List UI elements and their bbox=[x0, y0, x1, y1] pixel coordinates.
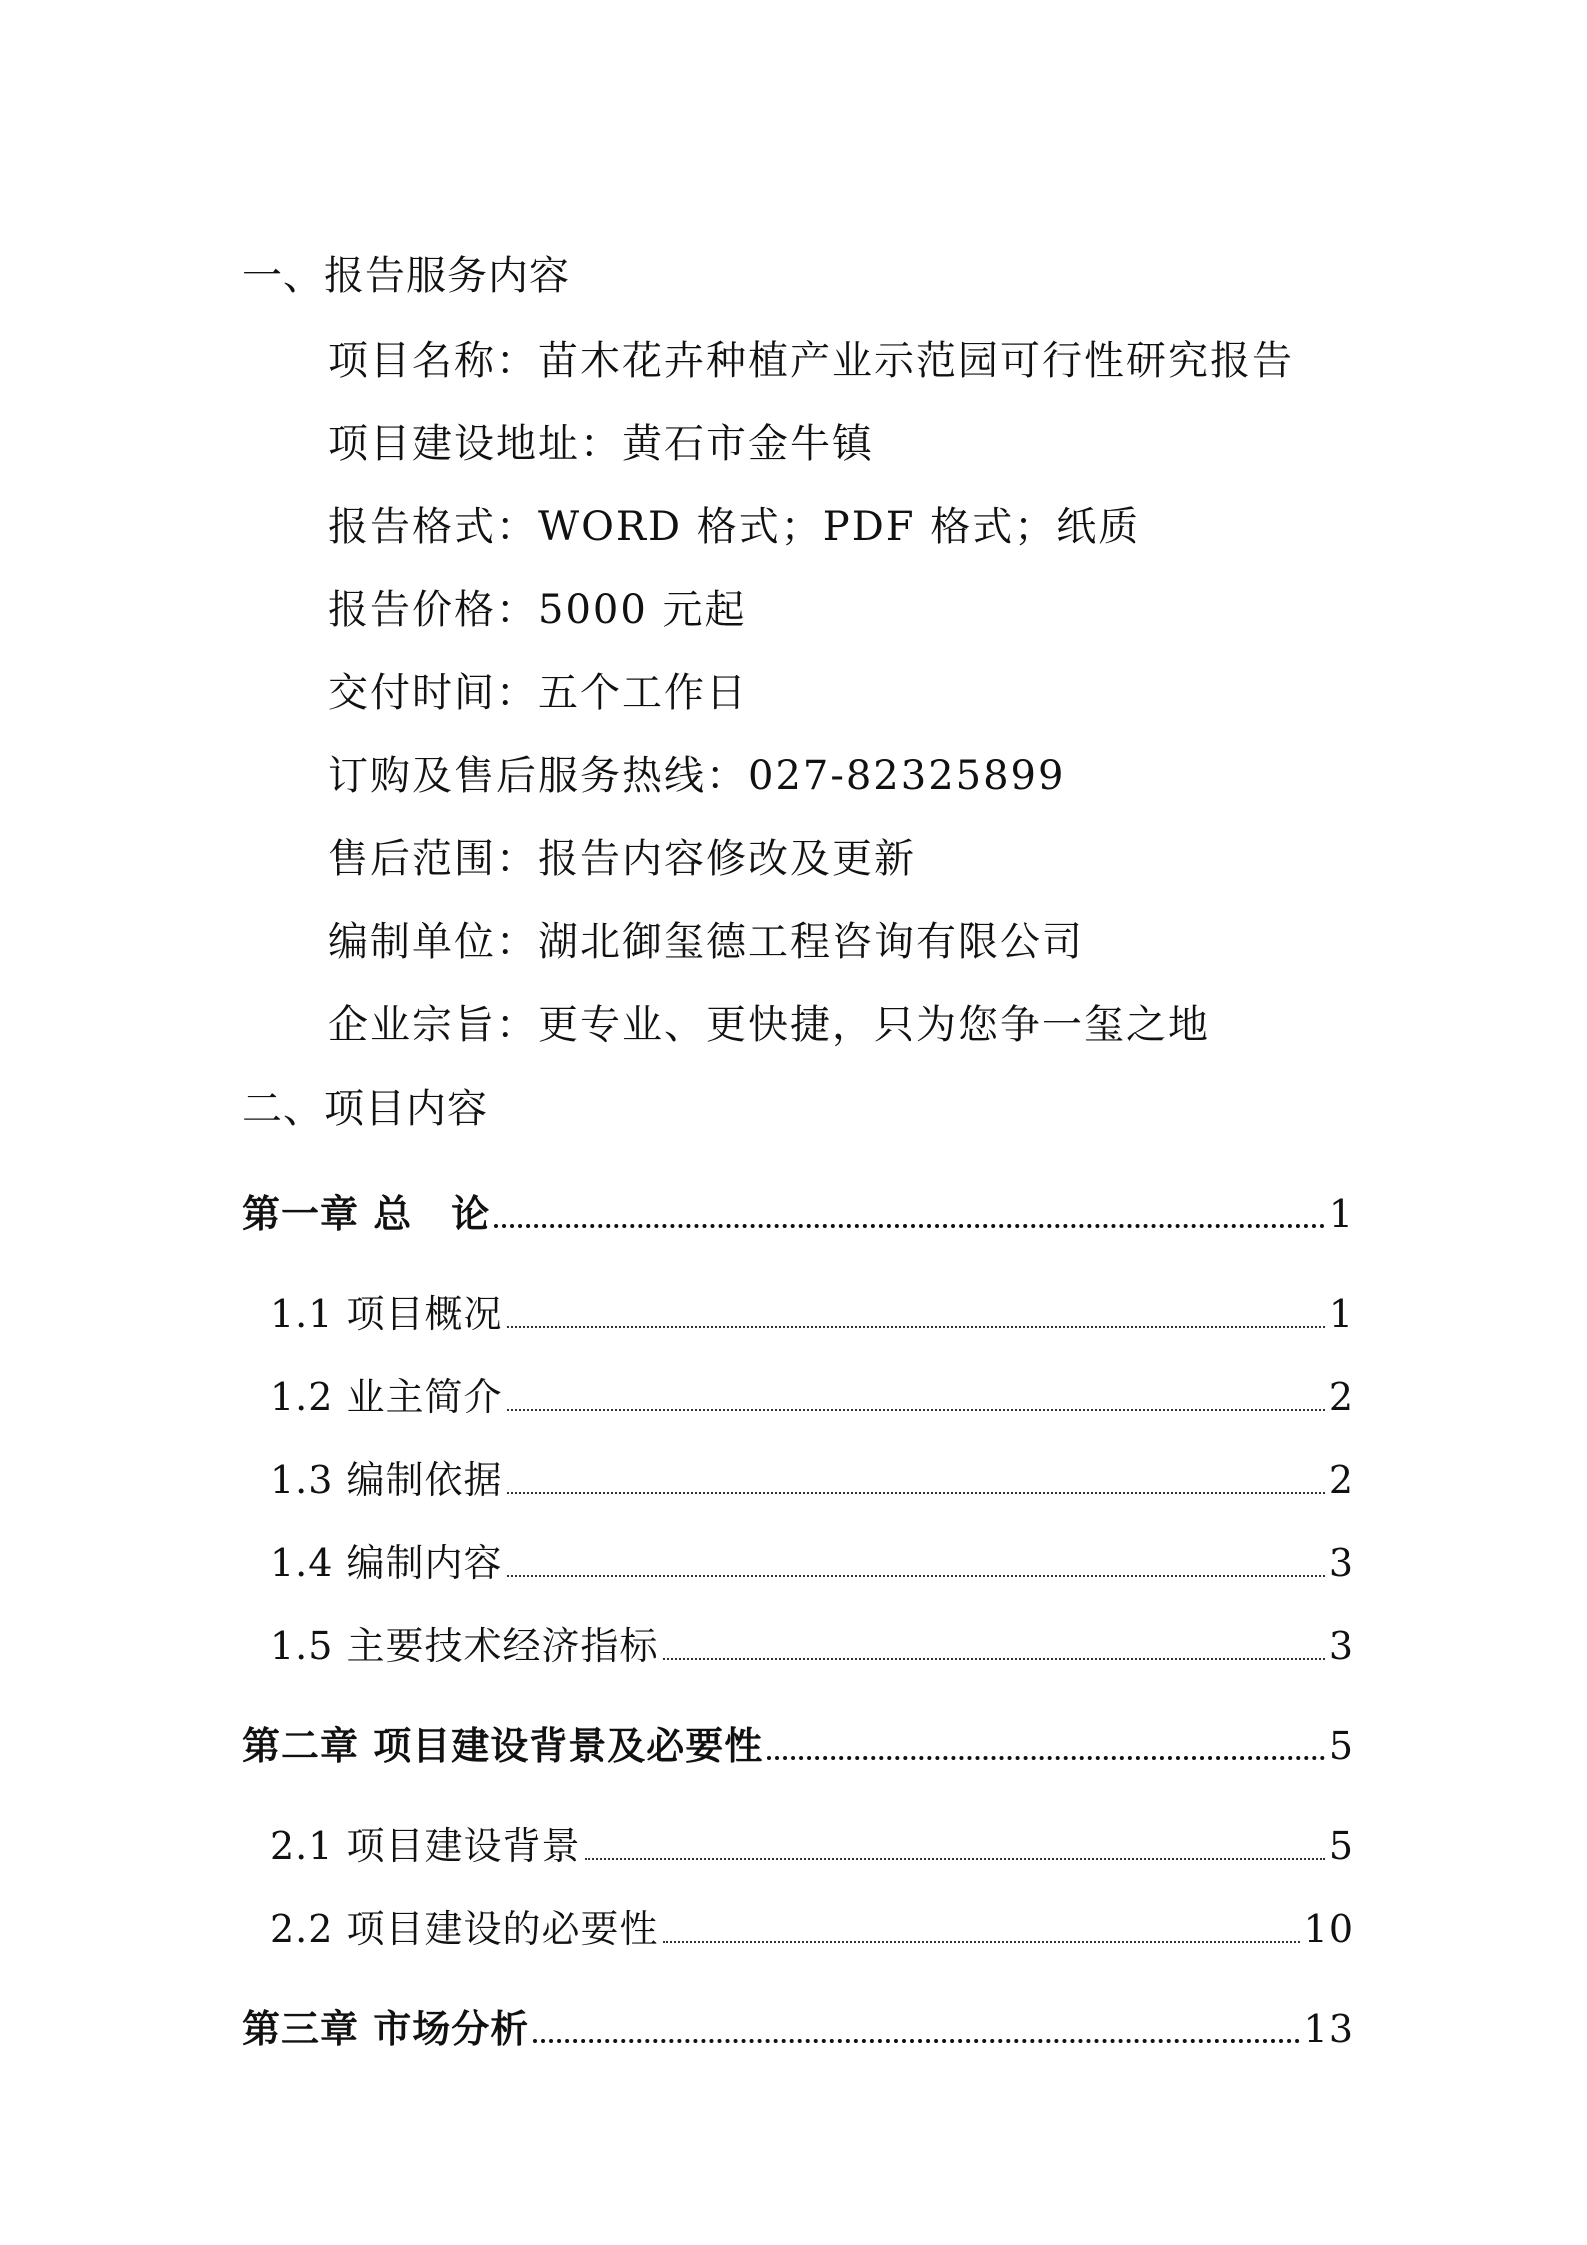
toc-title: 1.3 编制依据 bbox=[270, 1458, 503, 1502]
toc-page-number: 5 bbox=[1328, 1824, 1354, 1868]
info-project-address: 项目建设地址：黄石市金牛镇 bbox=[328, 421, 874, 467]
toc-title: 第二章 项目建设背景及必要性 bbox=[242, 1723, 764, 1768]
toc-leader-dots bbox=[494, 1224, 1325, 1228]
toc-chapter-2[interactable] bbox=[242, 1722, 1354, 1770]
toc-title: 2.1 项目建设背景 bbox=[270, 1824, 581, 1868]
toc-chapter-3[interactable] bbox=[242, 2005, 1354, 2053]
toc-title: 1.5 主要技术经济指标 bbox=[270, 1624, 659, 1668]
info-hotline: 订购及售后服务热线：027-82325899 bbox=[328, 753, 1066, 799]
toc-leader-dots bbox=[663, 1941, 1300, 1943]
toc-title: 1.2 业主简介 bbox=[270, 1375, 503, 1419]
toc-title: 1.4 编制内容 bbox=[270, 1541, 503, 1585]
info-project-name: 项目名称：苗木花卉种植产业示范园可行性研究报告 bbox=[328, 338, 1294, 384]
toc-page-number: 2 bbox=[1328, 1458, 1354, 1502]
toc-page-number: 1 bbox=[1328, 1192, 1354, 1236]
toc-leader-dots bbox=[585, 1858, 1325, 1860]
toc-section-1-1[interactable] bbox=[270, 1290, 1354, 1338]
toc-leader-dots bbox=[533, 2039, 1299, 2043]
toc-leader-dots bbox=[507, 1492, 1325, 1494]
toc-section-1-4[interactable] bbox=[270, 1539, 1354, 1587]
info-report-price: 报告价格：5000 元起 bbox=[328, 587, 747, 633]
toc-leader-dots bbox=[663, 1658, 1325, 1660]
toc-page-number: 10 bbox=[1303, 1907, 1354, 1951]
toc-page-number: 13 bbox=[1303, 2007, 1354, 2051]
info-after-sales-scope: 售后范围：报告内容修改及更新 bbox=[328, 836, 916, 882]
toc-chapter-1[interactable] bbox=[242, 1190, 1354, 1238]
info-company-motto: 企业宗旨：更专业、更快捷，只为您争一玺之地 bbox=[328, 1002, 1210, 1048]
toc-leader-dots bbox=[767, 1756, 1325, 1760]
toc-section-1-5[interactable] bbox=[270, 1622, 1354, 1670]
toc-title: 1.1 项目概况 bbox=[270, 1292, 503, 1336]
toc-section-2-2[interactable] bbox=[270, 1905, 1354, 1953]
toc-page-number: 3 bbox=[1328, 1624, 1354, 1668]
section-heading-service: 一、报告服务内容 bbox=[242, 253, 570, 299]
toc-title: 第一章 总 论 bbox=[242, 1191, 491, 1236]
toc-section-1-2[interactable] bbox=[270, 1373, 1354, 1421]
toc-section-1-3[interactable] bbox=[270, 1456, 1354, 1504]
section-heading-content: 二、项目内容 bbox=[242, 1086, 488, 1132]
toc-leader-dots bbox=[507, 1575, 1325, 1577]
toc-page-number: 5 bbox=[1328, 1724, 1354, 1768]
toc-page-number: 1 bbox=[1328, 1292, 1354, 1336]
toc-leader-dots bbox=[507, 1326, 1325, 1328]
toc-title: 2.2 项目建设的必要性 bbox=[270, 1907, 659, 1951]
toc-section-2-1[interactable] bbox=[270, 1822, 1354, 1870]
toc-leader-dots bbox=[507, 1409, 1325, 1411]
info-delivery-time: 交付时间：五个工作日 bbox=[328, 670, 748, 716]
toc-page-number: 2 bbox=[1328, 1375, 1354, 1419]
toc-title: 第三章 市场分析 bbox=[242, 2006, 530, 2051]
info-compiler: 编制单位：湖北御玺德工程咨询有限公司 bbox=[328, 919, 1084, 965]
info-report-format: 报告格式：WORD 格式；PDF 格式；纸质 bbox=[328, 504, 1141, 550]
toc-page-number: 3 bbox=[1328, 1541, 1354, 1585]
